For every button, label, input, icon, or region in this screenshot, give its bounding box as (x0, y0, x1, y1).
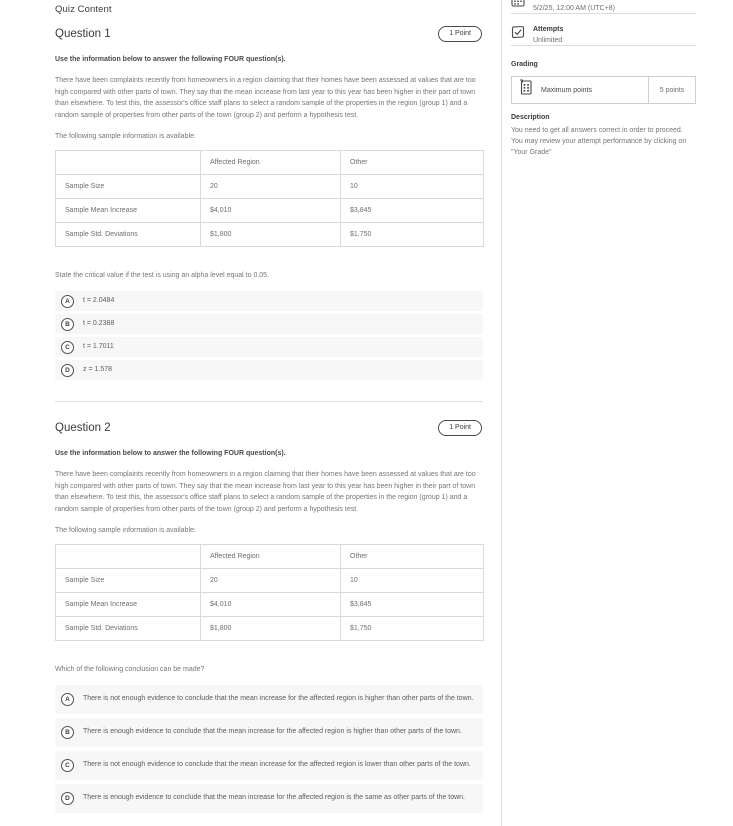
table-cell: Sample Std. Deviations (56, 223, 201, 247)
option-text: t = 0.2388 (83, 319, 115, 327)
rubric-icon (518, 79, 534, 101)
grading-box-left (512, 77, 648, 103)
table-cell: Sample Size (56, 569, 201, 593)
question-1-passage: There have been complaints recently from homeowners in a region claiming that their homes have been assessed at values that are too high compared with other parts of town. They say that the mean increase from last year to this year has been higher in their part of town than elsewhere. To test this, the assessor's office staff plans to select a random sample of the properties in the region (group 1) and a random sample of properties from other parts of the town (group 2) and perform a hypothesis test. (55, 77, 476, 119)
option-text: z = 1.578 (83, 365, 112, 373)
table-cell: $1,800 (201, 617, 341, 641)
table-row (56, 175, 484, 199)
table-cell: $1,750 (341, 617, 484, 641)
table-row (56, 569, 484, 593)
question-2-instruction: Use the information below to answer the following FOUR question(s). (55, 450, 286, 457)
question-1-title: Question 1 (55, 28, 111, 40)
question-2-option-a[interactable] (55, 685, 483, 714)
due-date-label (533, 0, 615, 2)
option-text: t = 1.7011 (83, 342, 114, 350)
question-2-option-b[interactable] (55, 718, 483, 747)
option-letter-badge: D (61, 792, 74, 805)
question-divider (55, 401, 483, 402)
question-2-sample-table (55, 544, 484, 641)
option-text: There is not enough evidence to conclude that the mean increase for the affected region is lower than other parts of the town. (83, 761, 471, 769)
option-text: There is enough evidence to conclude that the mean increase for the affected region is higher than other parts of the town. (83, 728, 462, 736)
max-points-value: 5 points (648, 77, 695, 103)
option-text: There is enough evidence to conclude that the mean increase for the affected region is the same as other parts of the town. (83, 794, 465, 802)
question-2-options (55, 685, 482, 813)
question-1-points-badge: 1 Point (438, 26, 482, 42)
table-header-row (56, 151, 484, 175)
max-points-label: Maximum points (541, 86, 592, 94)
question-2-option-d[interactable] (55, 784, 483, 813)
table-header-cell: Affected Region (201, 545, 341, 569)
grading-section-label: Grading (511, 61, 538, 68)
table-header-cell: Other (341, 151, 484, 175)
question-2-header (55, 420, 482, 436)
page-title: Quiz Content (55, 4, 112, 15)
question-2-title: Question 2 (55, 422, 111, 434)
option-letter-badge: B (61, 726, 74, 739)
question-1-option-c[interactable] (55, 337, 483, 357)
option-letter-badge: C (61, 341, 74, 354)
question-2-option-c[interactable] (55, 751, 483, 780)
assessment-details-sidebar (502, 0, 732, 826)
table-cell: Sample Mean Increase (56, 593, 201, 617)
table-cell: Sample Std. Deviations (56, 617, 201, 641)
table-cell: $3,845 (341, 199, 484, 223)
due-date-row (511, 0, 732, 13)
option-letter-badge: A (61, 693, 74, 706)
table-cell: Sample Mean Increase (56, 199, 201, 223)
attempts-value: Unlimited (533, 37, 563, 44)
calendar-icon (511, 0, 525, 12)
table-cell: Sample Size (56, 175, 201, 199)
sidebar-divider (511, 45, 696, 46)
table-cell: $1,800 (201, 223, 341, 247)
table-cell: 20 (201, 569, 341, 593)
table-header-cell (56, 151, 201, 175)
table-header-row (56, 545, 484, 569)
grading-max-points-box (511, 76, 696, 104)
option-letter-badge: B (61, 318, 74, 331)
due-date-value: 5/2/25, 12:00 AM (UTC+8) (533, 5, 615, 12)
question-1-option-a[interactable] (55, 291, 483, 311)
question-2-prompt: Which of the following conclusion can be made? (55, 666, 205, 673)
question-2-table-intro: The following sample information is available: (55, 527, 196, 534)
table-header-cell: Other (341, 545, 484, 569)
table-cell: $4,010 (201, 199, 341, 223)
option-text: t = 2.0484 (83, 296, 115, 304)
option-letter-badge: A (61, 295, 74, 308)
question-1-prompt: State the critical value if the test is using an alpha level equal to 0.05. (55, 272, 270, 279)
table-row (56, 199, 484, 223)
question-1-header (55, 26, 482, 42)
question-1-sample-table (55, 150, 484, 247)
table-row (56, 593, 484, 617)
question-1-options (55, 291, 482, 380)
question-2-passage: There have been complaints recently from homeowners in a region claiming that their homes have been assessed at values that are too high compared with other parts of town. They say that the mean increase from last year to this year has been higher in their part of town than elsewhere. To test this, the assessor's office staff plans to select a random sample of the properties in the region (group 1) and a random sample of properties from other parts of the town (group 2) and perform a hypothesis test. (55, 471, 476, 513)
sidebar-divider (511, 13, 696, 14)
question-1-table-intro: The following sample information is available: (55, 133, 196, 140)
option-text: There is not enough evidence to conclude that the mean increase for the affected region is higher than other parts of the town. (83, 695, 474, 703)
option-letter-badge: D (61, 364, 74, 377)
description-text: You need to get all answers correct in order to proceed. You may review your attempt performance by clicking on "Your Grade" (511, 127, 687, 156)
question-2-points-badge: 1 Point (438, 420, 482, 436)
table-cell: $4,010 (201, 593, 341, 617)
table-cell: 20 (201, 175, 341, 199)
table-cell: 10 (341, 175, 484, 199)
attempts-row (511, 25, 732, 45)
attempts-label: Attempts (533, 26, 564, 33)
question-1-option-d[interactable] (55, 360, 483, 380)
option-letter-badge: C (61, 759, 74, 772)
description-section-label: Description (511, 114, 550, 121)
table-cell: $3,845 (341, 593, 484, 617)
table-cell: 10 (341, 569, 484, 593)
table-header-cell: Affected Region (201, 151, 341, 175)
table-cell: $1,750 (341, 223, 484, 247)
question-1-option-b[interactable] (55, 314, 483, 334)
table-row (56, 223, 484, 247)
question-1-instruction: Use the information below to answer the following FOUR question(s). (55, 56, 286, 63)
table-header-cell (56, 545, 201, 569)
checkbox-check-icon (511, 25, 525, 44)
table-row (56, 617, 484, 641)
